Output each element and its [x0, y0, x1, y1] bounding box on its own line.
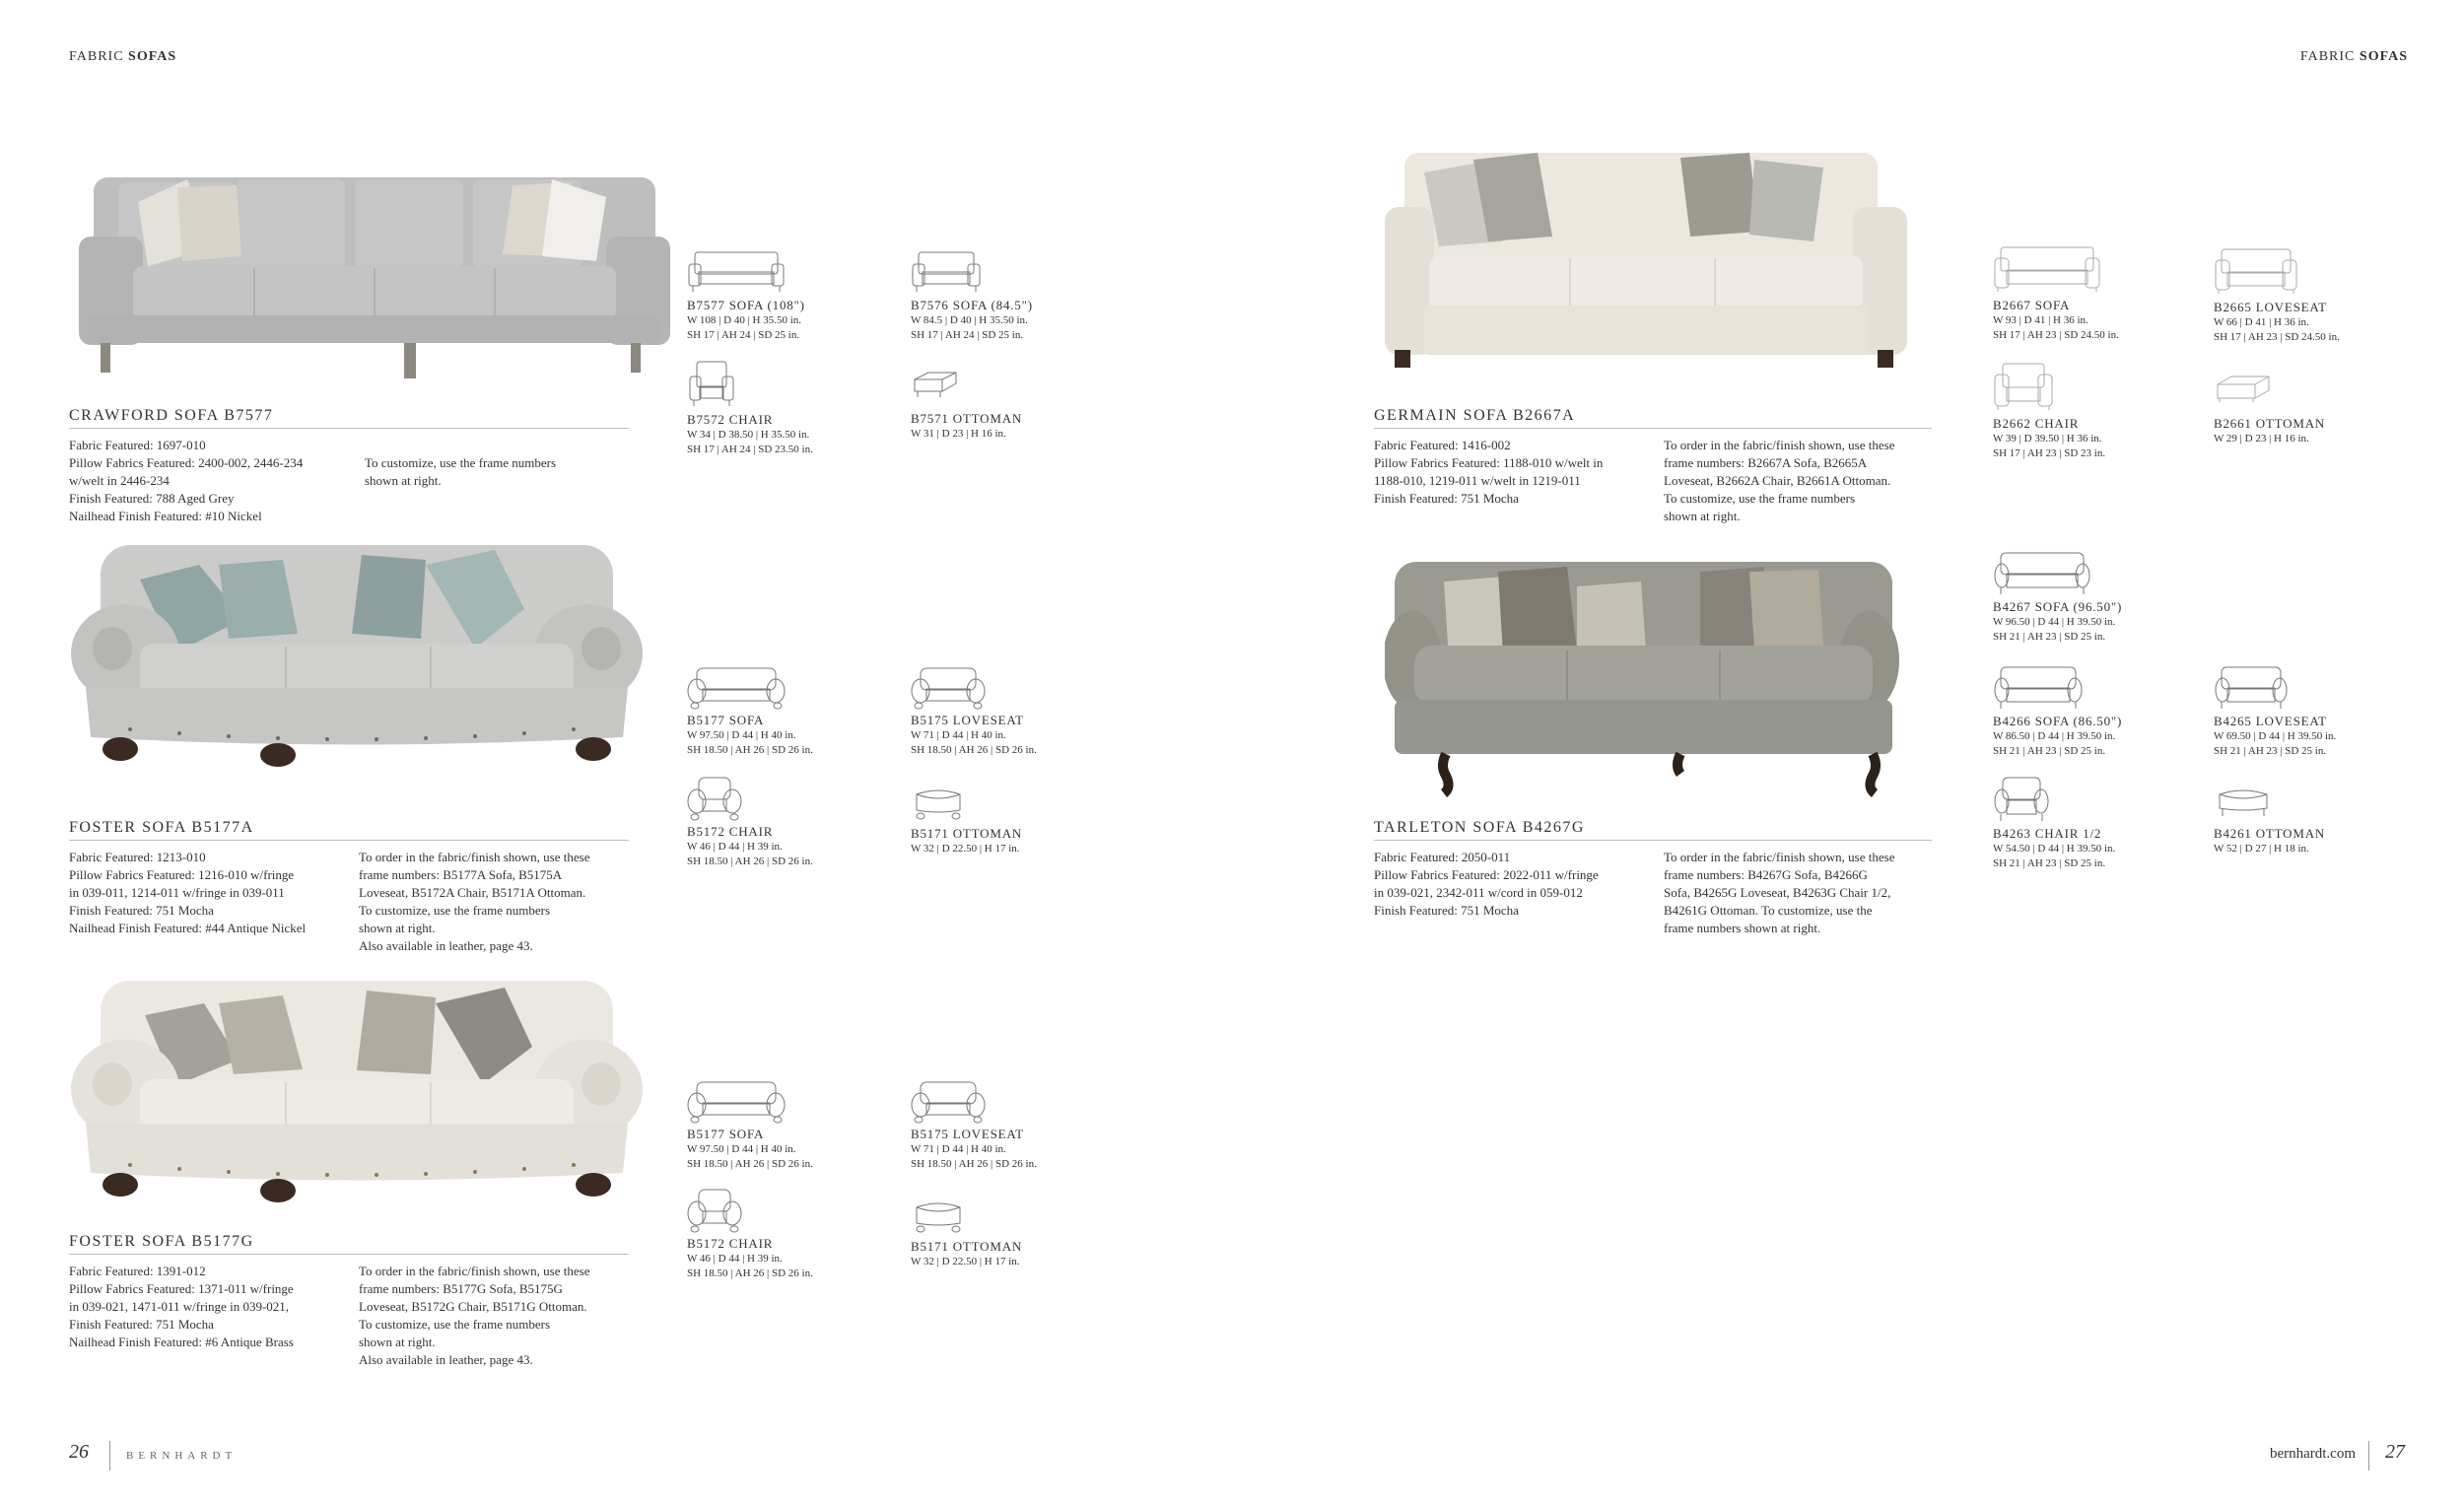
frame-name: B5177 SOFA: [687, 713, 765, 727]
ottoman-line-icon: [2214, 373, 2273, 414]
note-line: shown at right.: [1664, 509, 1741, 523]
frame-item-b7572: [687, 359, 884, 457]
sofa-line-icon: [1993, 664, 2084, 712]
frame-dims: W 54.50 | D 44 | H 39.50 in.: [1993, 843, 2116, 855]
detail-line: in 039-021, 1471-011 w/fringe in 039-021,: [69, 1299, 290, 1314]
note-line: To customize, use the frame numbers: [359, 1317, 551, 1332]
frame-name: B4263 CHAIR 1/2: [1993, 826, 2102, 841]
frame-name: B7572 CHAIR: [687, 412, 774, 427]
frame-item-b4261: [2214, 785, 2411, 856]
frame-dims: W 32 | D 22.50 | H 17 in.: [911, 1256, 1020, 1267]
frame-name: B5177 SOFA: [687, 1127, 765, 1141]
note-line: shown at right.: [359, 921, 436, 935]
frame-dims: W 69.50 | D 44 | H 39.50 in.: [2214, 730, 2337, 742]
note-line: frame numbers: B5177G Sofa, B5175G: [359, 1281, 563, 1296]
detail-line: 1188-010, 1219-011 w/welt in 1219-011: [1374, 473, 1581, 488]
frame-dims: SH 18.50 | AH 26 | SD 26 in.: [687, 744, 813, 756]
frame-item-b5175: [911, 1079, 1108, 1172]
product-note: [1664, 437, 1894, 525]
frame-name: B5175 LOVESEAT: [911, 713, 1024, 727]
sofa-line-icon: [1993, 550, 2091, 597]
frame-name: B7577 SOFA (108"): [687, 298, 805, 312]
detail-line: Nailhead Finish Featured: #6 Antique Brass: [69, 1335, 294, 1349]
right-page-header: [2300, 49, 2408, 65]
frame-dims: W 84.5 | D 40 | H 35.50 in.: [911, 314, 1028, 326]
frame-item-b5171: [911, 785, 1108, 856]
website-link[interactable]: bernhardt.com: [2269, 1446, 2356, 1462]
frame-item-b5175: [911, 665, 1108, 758]
frame-dims: W 97.50 | D 44 | H 40 in.: [687, 1143, 796, 1155]
frame-dims: W 29 | D 23 | H 16 in.: [2214, 433, 2309, 445]
chair-line-icon: [687, 359, 736, 410]
frame-dims: SH 18.50 | AH 26 | SD 26 in.: [687, 1267, 813, 1279]
note-line: Loveseat, B5172G Chair, B5171G Ottoman.: [359, 1299, 587, 1314]
sofa-line-icon: [687, 1079, 786, 1125]
note-line: To customize, use the frame numbers: [1664, 491, 1856, 506]
frame-name: B7571 OTTOMAN: [911, 411, 1023, 426]
frame-dims: W 66 | D 41 | H 36 in.: [2214, 316, 2309, 328]
frame-item-b5177: [687, 665, 884, 758]
frame-dims: W 32 | D 22.50 | H 17 in.: [911, 843, 1020, 855]
frame-dims: W 46 | D 44 | H 39 in.: [687, 841, 783, 853]
frame-dims: SH 17 | AH 24 | SD 25 in.: [911, 329, 1024, 341]
frame-item-b2667: [1993, 244, 2190, 343]
frame-name: B5171 OTTOMAN: [911, 826, 1023, 841]
frame-item-b4263: [1993, 775, 2190, 871]
note-line: To customize, use the frame numbers: [365, 455, 557, 470]
sofa-line-icon: [1993, 244, 2101, 296]
note-line: Also available in leather, page 43.: [359, 938, 533, 953]
detail-line: Finish Featured: 751 Mocha: [1374, 903, 1519, 918]
tarleton-sofa-photo: [1385, 552, 1907, 798]
frame-item-b2665: [2214, 246, 2411, 345]
loveseat-line-icon: [911, 665, 986, 711]
frame-dims: SH 17 | AH 24 | SD 25 in.: [687, 329, 800, 341]
header-section: SOFAS: [128, 49, 177, 64]
note-line: Sofa, B4265G Loveseat, B4263G Chair 1/2,: [1664, 885, 1891, 900]
frame-dims: SH 17 | AH 24 | SD 23.50 in.: [687, 444, 813, 455]
sofa-line-icon: [687, 665, 786, 711]
ottoman-line-icon: [911, 370, 960, 409]
detail-line: Pillow Fabrics Featured: 2400-002, 2446-234: [69, 455, 304, 470]
detail-line: Finish Featured: 751 Mocha: [69, 903, 214, 918]
chair-line-icon: [687, 1187, 742, 1234]
frame-item-b4265: [2214, 664, 2411, 759]
page-number-left: 26: [69, 1441, 89, 1463]
frame-item-b5171: [911, 1198, 1108, 1269]
product-note: [359, 1263, 589, 1369]
footer-divider: [2368, 1441, 2369, 1471]
loveseat-line-icon: [911, 1079, 986, 1125]
frame-name: B2665 LOVESEAT: [2214, 300, 2327, 314]
frame-dims: W 52 | D 27 | H 18 in.: [2214, 843, 2309, 855]
header-category: FABRIC: [2299, 49, 2356, 64]
product-details: [1374, 849, 1599, 920]
frame-item-b7571: [911, 370, 1108, 442]
title-divider: [69, 1254, 629, 1255]
left-page-header: [69, 49, 176, 65]
frame-item-b4266: [1993, 664, 2190, 759]
product-title: GERMAIN SOFA B2667A: [1374, 407, 1576, 424]
frame-dims: W 97.50 | D 44 | H 40 in.: [687, 729, 796, 741]
frame-name: B5172 CHAIR: [687, 1236, 774, 1251]
note-line: Also available in leather, page 43.: [359, 1352, 533, 1367]
brand-logo: BERNHARDT: [126, 1450, 238, 1462]
product-title: CRAWFORD SOFA B7577: [69, 407, 274, 424]
title-divider: [1374, 840, 1932, 841]
product-details: [69, 437, 303, 525]
frame-dims: SH 18.50 | AH 26 | SD 26 in.: [911, 1158, 1037, 1170]
note-line: frame numbers: B5177A Sofa, B5175A: [359, 867, 563, 882]
ottoman-line-icon: [911, 1198, 966, 1237]
note-line: To order in the fabric/finish shown, use these: [1664, 438, 1895, 452]
chair-line-icon: [1993, 775, 2050, 824]
note-line: shown at right.: [365, 473, 442, 488]
frame-name: B4267 SOFA (96.50"): [1993, 599, 2123, 614]
frame-dims: SH 21 | AH 23 | SD 25 in.: [2214, 745, 2327, 757]
header-section: SOFAS: [2359, 49, 2408, 64]
note-line: Loveseat, B2662A Chair, B2661A Ottoman.: [1664, 473, 1891, 488]
title-divider: [1374, 428, 1932, 429]
product-note: [365, 454, 556, 490]
ottoman-line-icon: [2214, 785, 2273, 824]
frame-dims: SH 21 | AH 23 | SD 25 in.: [1993, 745, 2106, 757]
detail-line: Nailhead Finish Featured: #44 Antique Nickel: [69, 921, 307, 935]
detail-line: Fabric Featured: 2050-011: [1374, 850, 1511, 864]
frame-dims: W 96.50 | D 44 | H 39.50 in.: [1993, 616, 2116, 628]
sofa-line-icon: [911, 248, 982, 296]
title-divider: [69, 428, 629, 429]
frame-item-b5172: [687, 1187, 884, 1281]
chair-line-icon: [1993, 361, 2054, 414]
crawford-sofa-photo: [79, 158, 670, 384]
header-category: FABRIC: [69, 49, 124, 64]
product-title: FOSTER SOFA B5177A: [69, 819, 254, 836]
detail-line: in 039-021, 2342-011 w/cord in 059-012: [1374, 885, 1583, 900]
detail-line: Finish Featured: 788 Aged Grey: [69, 491, 235, 506]
note-line: frame numbers: B4267G Sofa, B4266G: [1664, 867, 1868, 882]
frame-item-b5177: [687, 1079, 884, 1172]
title-divider: [69, 840, 629, 841]
chair-line-icon: [687, 775, 742, 822]
frame-dims: SH 18.50 | AH 26 | SD 26 in.: [687, 856, 813, 867]
page-number-right: 27: [2385, 1441, 2405, 1463]
detail-line: Pillow Fabrics Featured: 1371-011 w/fringe: [69, 1281, 294, 1296]
detail-line: w/welt in 2446-234: [69, 473, 170, 488]
frame-dims: W 39 | D 39.50 | H 36 in.: [1993, 433, 2102, 445]
product-title: TARLETON SOFA B4267G: [1374, 819, 1585, 836]
product-note: [1664, 849, 1894, 937]
frame-name: B4266 SOFA (86.50"): [1993, 714, 2123, 728]
loveseat-line-icon: [2214, 664, 2289, 712]
note-line: shown at right.: [359, 1335, 436, 1349]
product-details: [1374, 437, 1603, 508]
frame-dims: W 34 | D 38.50 | H 35.50 in.: [687, 429, 810, 441]
note-line: Loveseat, B5172A Chair, B5171A Ottoman.: [359, 885, 586, 900]
frame-name: B2662 CHAIR: [1993, 416, 2080, 431]
detail-line: Finish Featured: 751 Mocha: [1374, 491, 1519, 506]
frame-dims: W 71 | D 44 | H 40 in.: [911, 729, 1006, 741]
detail-line: Pillow Fabrics Featured: 2022-011 w/fringe: [1374, 867, 1599, 882]
frame-name: B2661 OTTOMAN: [2214, 416, 2326, 431]
frame-dims: SH 18.50 | AH 26 | SD 26 in.: [687, 1158, 813, 1170]
frame-item-b2662: [1993, 361, 2190, 461]
frame-item-b5172: [687, 775, 884, 869]
detail-line: Pillow Fabrics Featured: 1216-010 w/fringe: [69, 867, 295, 882]
germain-sofa-photo: [1385, 148, 1907, 389]
detail-line: Pillow Fabrics Featured: 1188-010 w/welt in: [1374, 455, 1604, 470]
frame-dims: SH 17 | AH 23 | SD 24.50 in.: [1993, 329, 2119, 341]
detail-line: Nailhead Finish Featured: #10 Nickel: [69, 509, 262, 523]
frame-name: B5172 CHAIR: [687, 824, 774, 839]
sofa-line-icon: [687, 248, 786, 296]
detail-line: Fabric Featured: 1416-002: [1374, 438, 1511, 452]
detail-line: in 039-011, 1214-011 w/fringe in 039-011: [69, 885, 285, 900]
detail-line: Fabric Featured: 1697-010: [69, 438, 206, 452]
frame-dims: SH 21 | AH 23 | SD 25 in.: [1993, 857, 2106, 869]
loveseat-line-icon: [2214, 246, 2298, 298]
foster-sofa-b5177a-photo: [71, 540, 643, 767]
note-line: frame numbers: B2667A Sofa, B2665A: [1664, 455, 1868, 470]
frame-dims: W 86.50 | D 44 | H 39.50 in.: [1993, 730, 2116, 742]
frame-dims: SH 17 | AH 23 | SD 24.50 in.: [2214, 331, 2340, 343]
frame-name: B7576 SOFA (84.5"): [911, 298, 1033, 312]
product-details: [69, 849, 306, 937]
note-line: frame numbers shown at right.: [1664, 921, 1821, 935]
frame-dims: SH 21 | AH 23 | SD 25 in.: [1993, 631, 2106, 643]
frame-dims: W 108 | D 40 | H 35.50 in.: [687, 314, 802, 326]
frame-item-b7576: [911, 248, 1108, 343]
note-line: To customize, use the frame numbers: [359, 903, 551, 918]
detail-line: Fabric Featured: 1391-012: [69, 1264, 206, 1278]
detail-line: Fabric Featured: 1213-010: [69, 850, 206, 864]
product-note: [359, 849, 589, 955]
product-title: FOSTER SOFA B5177G: [69, 1233, 254, 1250]
frame-name: B4265 LOVESEAT: [2214, 714, 2327, 728]
frame-item-b4267: [1993, 550, 2190, 645]
frame-dims: W 93 | D 41 | H 36 in.: [1993, 314, 2088, 326]
frame-dims: SH 18.50 | AH 26 | SD 26 in.: [911, 744, 1037, 756]
note-line: To order in the fabric/finish shown, use these: [359, 1264, 590, 1278]
frame-name: B4261 OTTOMAN: [2214, 826, 2326, 841]
ottoman-line-icon: [911, 785, 966, 824]
frame-dims: SH 17 | AH 23 | SD 23 in.: [1993, 447, 2106, 459]
note-line: To order in the fabric/finish shown, use these: [1664, 850, 1895, 864]
product-details: [69, 1263, 294, 1351]
foster-sofa-b5177g-photo: [71, 976, 643, 1202]
frame-dims: W 46 | D 44 | H 39 in.: [687, 1253, 783, 1265]
frame-item-b7577: [687, 248, 884, 343]
frame-name: B2667 SOFA: [1993, 298, 2071, 312]
note-line: B4261G Ottoman. To customize, use the: [1664, 903, 1873, 918]
note-line: To order in the fabric/finish shown, use these: [359, 850, 590, 864]
frame-dims: W 31 | D 23 | H 16 in.: [911, 428, 1006, 440]
frame-item-b2661: [2214, 373, 2411, 446]
frame-name: B5175 LOVESEAT: [911, 1127, 1024, 1141]
frame-dims: W 71 | D 44 | H 40 in.: [911, 1143, 1006, 1155]
frame-name: B5171 OTTOMAN: [911, 1239, 1023, 1254]
detail-line: Finish Featured: 751 Mocha: [69, 1317, 214, 1332]
footer-divider: [109, 1441, 110, 1471]
